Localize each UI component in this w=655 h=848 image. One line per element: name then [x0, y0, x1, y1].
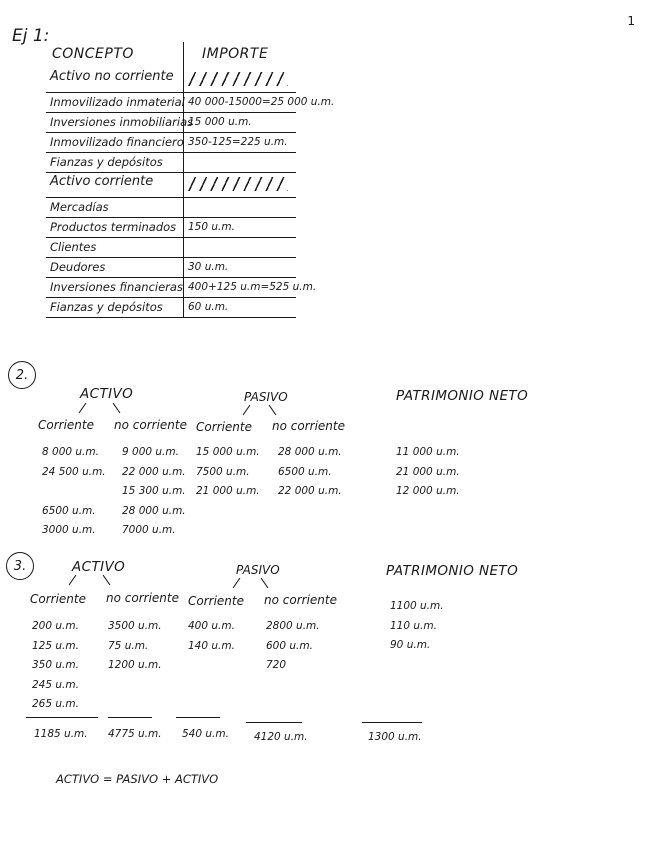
balance-table [46, 42, 335, 318]
table-header [46, 42, 296, 68]
value-item: 1200 u.m. [108, 659, 162, 671]
ex3-branch-pasivo-right [261, 578, 269, 588]
value-item: 90 u.m. [390, 639, 431, 651]
value-item: 2800 u.m. [266, 620, 320, 632]
ex3-total-activo-no-corriente: 4775 u.m. [108, 728, 162, 740]
table-row [46, 238, 296, 258]
ex2-patrimonio-heading: PATRIMONIO NETO [396, 388, 529, 404]
ex3-total-patrimonio: 1300 u.m. [368, 731, 422, 743]
ex3-total-activo-corriente: 1185 u.m. [34, 728, 88, 740]
row-amount: 30 u.m. [188, 261, 229, 273]
exercise-3-number: 3. [6, 552, 34, 580]
exercise-2-number: 2. [8, 361, 36, 389]
value-item: 28 000 u.m. [122, 504, 186, 517]
table-row [46, 218, 296, 238]
value-item: 9 000 u.m. [122, 446, 179, 458]
row-concept: Inmovilizado financiero [50, 135, 184, 149]
ex3-underline-activo-no-corriente [108, 717, 152, 718]
ex2-activo-no-corriente-values [122, 443, 186, 541]
row-amount: 15 000 u.m. [188, 116, 252, 128]
value-item: 8 000 u.m. [42, 446, 99, 458]
value-item [42, 482, 106, 502]
ex2-activo-corriente-label: Corriente [38, 418, 94, 432]
value-item: 3000 u.m. [42, 524, 96, 536]
value-item: 125 u.m. [32, 639, 79, 652]
value-item: 245 u.m. [32, 678, 79, 691]
value-item: 21 000 u.m. [396, 465, 460, 478]
ex3-branch-left [69, 575, 77, 585]
ex3-underline-pasivo-corriente [176, 717, 220, 718]
ex2-pasivo-corriente-label: Corriente [196, 420, 252, 434]
value-item: 110 u.m. [390, 619, 437, 632]
table-row [46, 198, 296, 218]
page-number: 1 [627, 14, 635, 28]
hatched-cell [188, 72, 288, 86]
ex2-patrimonio-values [396, 443, 460, 502]
ex2-activo-heading: ACTIVO [80, 386, 134, 402]
ex3-underline-activo-corriente [26, 717, 98, 718]
value-item: 1100 u.m. [390, 600, 444, 612]
header-amount: IMPORTE [202, 46, 269, 62]
table-row [46, 278, 317, 298]
value-item: 600 u.m. [266, 639, 313, 652]
value-item: 22 000 u.m. [278, 485, 342, 497]
hatched-cell [188, 177, 288, 191]
value-item: 28 000 u.m. [278, 446, 342, 458]
row-concept: Fianzas y depósitos [50, 300, 163, 314]
value-item: 24 500 u.m. [42, 465, 106, 478]
ex3-total-pasivo-corriente: 540 u.m. [182, 728, 229, 740]
row-amount: 40 000-15000=25 000 u.m. [188, 96, 335, 108]
value-item: 21 000 u.m. [196, 485, 260, 497]
ex2-pasivo-corriente-values [196, 443, 260, 502]
row-concept: Clientes [50, 240, 97, 254]
table-row [46, 298, 296, 318]
ex2-pasivo-no-corriente-values [278, 443, 342, 502]
ex3-branch-pasivo-left [233, 578, 241, 588]
ex3-underline-patrimonio [362, 722, 422, 723]
value-item: 15 300 u.m. [122, 485, 186, 497]
table-row [46, 258, 296, 278]
row-concept: Fianzas y depósitos [50, 155, 163, 169]
ex3-activo-no-corriente-values [108, 617, 162, 676]
row-concept: Deudores [50, 260, 106, 274]
value-item: 15 000 u.m. [196, 446, 260, 458]
header-concept: CONCEPTO [52, 46, 134, 62]
table-body [46, 68, 335, 318]
ex3-patrimonio-values [390, 597, 444, 656]
value-item: 22 000 u.m. [122, 465, 186, 478]
table-row [46, 133, 296, 153]
row-concept: Inmovilizado inmaterial [50, 95, 185, 109]
ex3-underline-pasivo-no-corriente [246, 722, 302, 723]
value-item: 75 u.m. [108, 639, 149, 652]
row-concept: Mercadías [50, 200, 109, 214]
ex3-pasivo-corriente-values [188, 617, 235, 656]
exercise-1-label: Ej 1: [12, 26, 50, 46]
ex3-pasivo-corriente-label: Corriente [188, 594, 244, 608]
row-concept: Inversiones inmobiliarias [50, 115, 194, 129]
ex3-pasivo-no-corriente-values [266, 617, 320, 676]
value-item: 350 u.m. [32, 659, 79, 671]
value-item: 265 u.m. [32, 698, 79, 710]
value-item: 12 000 u.m. [396, 485, 460, 497]
row-amount: 60 u.m. [188, 301, 229, 313]
ex2-branch-pasivo-right [269, 405, 277, 415]
row-amount: 150 u.m. [188, 221, 235, 233]
accounting-equation: ACTIVO = PASIVO + ACTIVO [56, 772, 219, 786]
ex2-branch-right [113, 403, 121, 413]
ex2-branch-pasivo-left [243, 405, 251, 415]
value-item: 200 u.m. [32, 620, 79, 632]
row-concept: Activo no corriente [50, 69, 174, 84]
ex3-branch-right [103, 575, 111, 585]
value-item: 140 u.m. [188, 639, 235, 652]
value-item: 11 000 u.m. [396, 446, 460, 458]
value-item: 400 u.m. [188, 620, 235, 632]
ex2-pasivo-no-corriente-label: no corriente [272, 419, 345, 433]
row-amount: 400+125 u.m=525 u.m. [188, 281, 317, 293]
row-concept: Productos terminados [50, 220, 177, 234]
ex3-activo-corriente-values [32, 617, 79, 715]
ex2-activo-no-corriente-label: no corriente [114, 418, 187, 432]
value-item: 3500 u.m. [108, 620, 162, 632]
ex3-total-pasivo-no-corriente: 4120 u.m. [254, 731, 308, 743]
value-item: 7000 u.m. [122, 524, 176, 536]
table-row [46, 113, 296, 133]
row-amount: 350-125=225 u.m. [188, 136, 288, 148]
value-item: 6500 u.m. [42, 504, 96, 517]
ex2-pasivo-heading: PASIVO [244, 390, 288, 404]
row-concept: Inversiones financieras [50, 280, 183, 294]
ex2-activo-corriente-values [42, 443, 106, 541]
ex3-pasivo-no-corriente-label: no corriente [264, 593, 337, 607]
value-item: 6500 u.m. [278, 465, 332, 478]
table-row [46, 68, 296, 93]
ex3-activo-no-corriente-label: no corriente [106, 591, 179, 605]
table-row [46, 173, 296, 198]
ex3-activo-corriente-label: Corriente [30, 592, 86, 606]
value-item: 720 [266, 659, 287, 671]
table-row [46, 153, 296, 173]
row-concept: Activo corriente [50, 174, 154, 189]
value-item: 7500 u.m. [196, 465, 250, 478]
ex3-pasivo-heading: PASIVO [236, 563, 280, 577]
ex3-patrimonio-heading: PATRIMONIO NETO [386, 563, 519, 579]
ex3-activo-heading: ACTIVO [72, 559, 126, 575]
ex2-branch-left [79, 403, 87, 413]
table-row [46, 93, 335, 113]
